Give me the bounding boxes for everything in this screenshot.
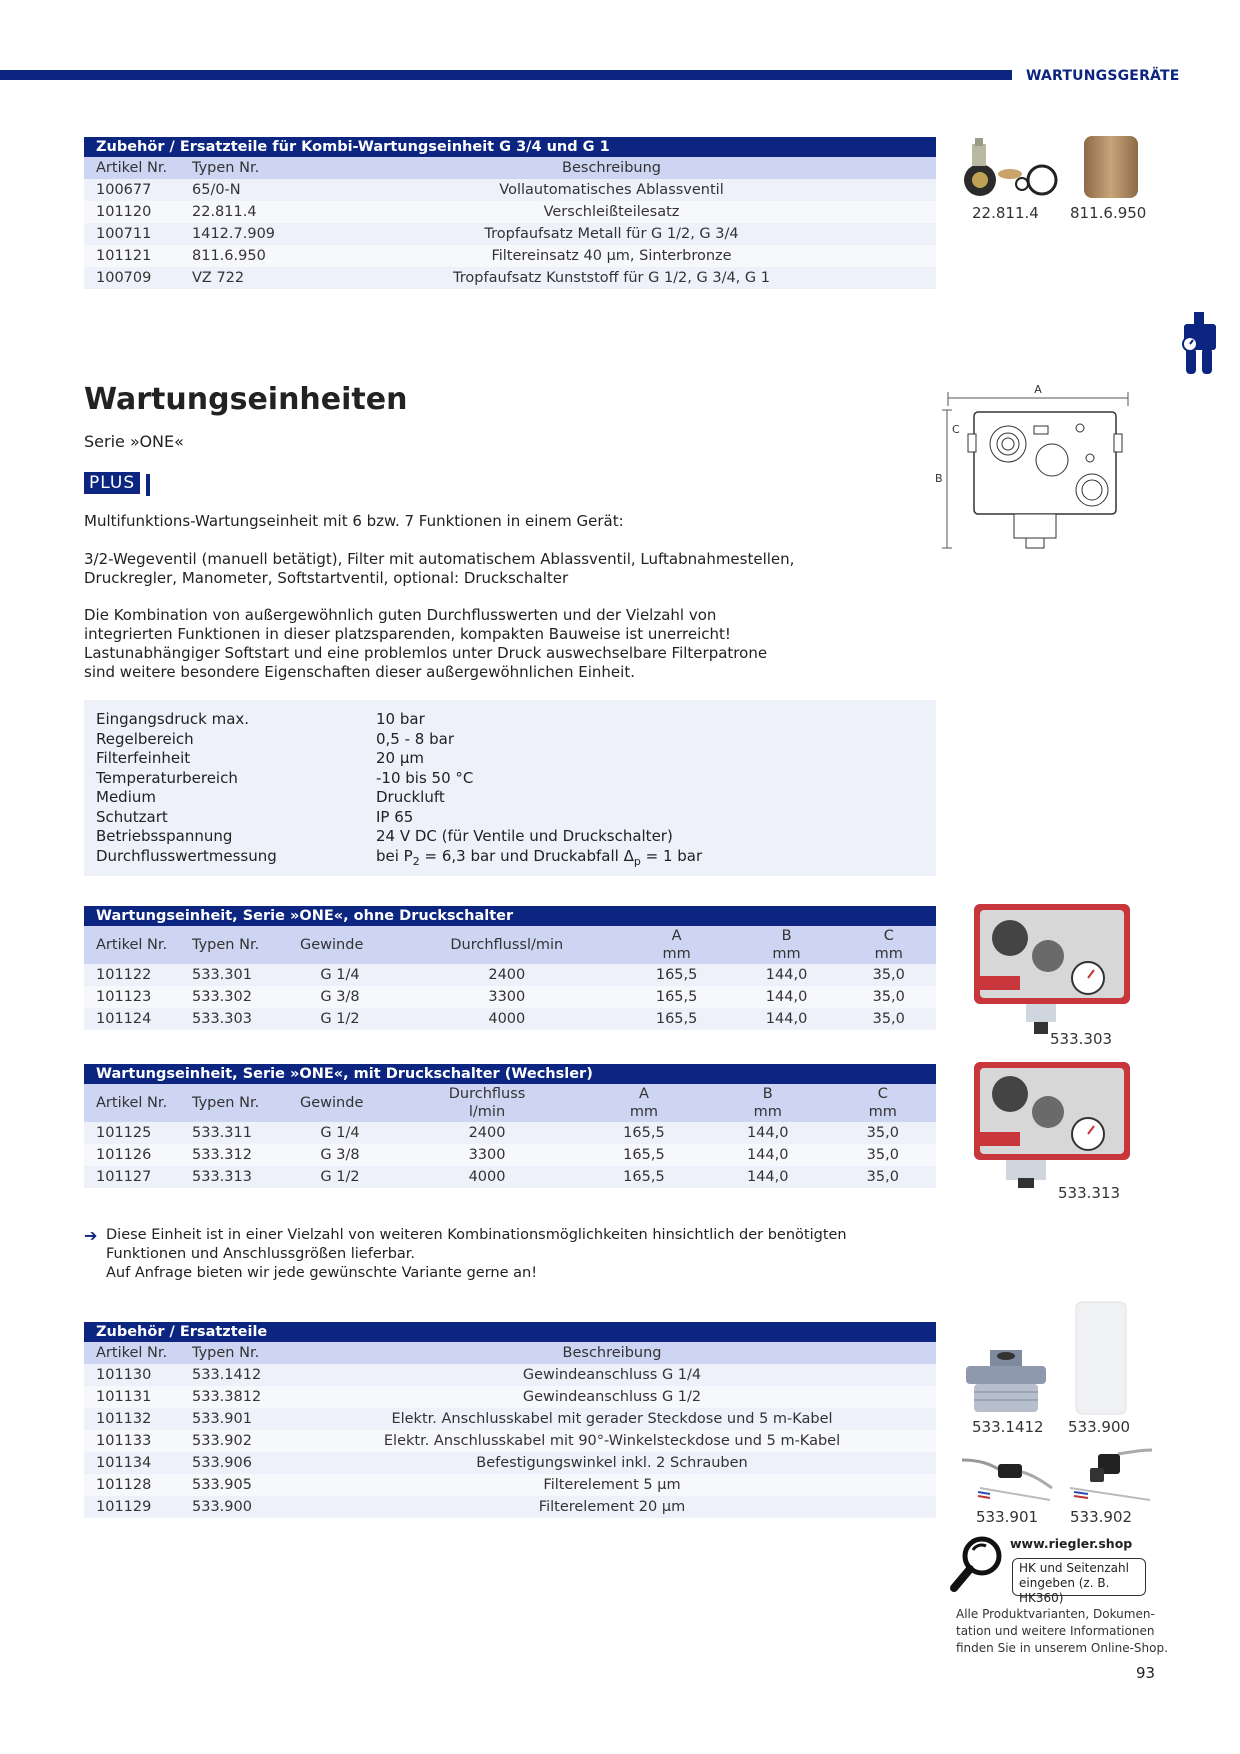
- table-cell: Filterelement 20 µm: [288, 1496, 936, 1518]
- accessories-bottom-title: Zubehör / Ersatzteile: [84, 1322, 936, 1342]
- table-row: [84, 986, 936, 1008]
- plus-badge-bar: [146, 474, 150, 496]
- spec-label: Temperaturbereich: [96, 768, 238, 787]
- table-cell: 144,0: [732, 964, 842, 986]
- page-number: 93: [1136, 1664, 1156, 1682]
- dimension-c-label: C: [952, 423, 960, 436]
- spec-value: 24 V DC (für Ventile und Druckschalter): [376, 827, 673, 845]
- table-cell: 144,0: [706, 1166, 830, 1188]
- table-cell: 3300: [392, 1144, 582, 1166]
- table-cell: 2400: [392, 964, 622, 986]
- image-caption: 533.902: [1070, 1508, 1133, 1526]
- filter-element-image: [1072, 1298, 1130, 1418]
- image-caption: 533.900: [1068, 1418, 1131, 1436]
- spec-flow-part: = 6,3 bar und Druckabfall Δ: [419, 846, 634, 865]
- table-row: [84, 1430, 936, 1452]
- table-cell: 35,0: [842, 964, 936, 986]
- col-durchfluss: [392, 926, 622, 964]
- table-cell: 35,0: [830, 1122, 936, 1144]
- col-b-unit: mm: [772, 946, 801, 962]
- table-cell: G 3/8: [288, 1144, 392, 1166]
- dimension-drawing: [930, 382, 1130, 552]
- shop-description: [956, 1606, 1176, 1657]
- accessories-top-title: Zubehör / Ersatzteile für Kombi-Wartungseinheit G 3/4 und G 1: [84, 137, 936, 157]
- table-cell: G 1/2: [288, 1008, 392, 1030]
- col-c-unit: mm: [874, 946, 903, 962]
- table-ohne-druckschalter: [84, 906, 936, 1030]
- col-c-unit: mm: [868, 1104, 897, 1120]
- table-row: [84, 1408, 936, 1430]
- table-cell: G 1/4: [288, 1122, 392, 1144]
- table-cell: 35,0: [842, 986, 936, 1008]
- col-artikel: Artikel Nr.: [84, 1342, 180, 1364]
- spec-value: Druckluft: [376, 788, 445, 806]
- col-durchfluss-unit: l/min: [526, 937, 564, 953]
- note-line: Funktionen und Anschlussgrößen lieferbar.: [106, 1246, 416, 1262]
- table-cell: 101123: [84, 986, 180, 1008]
- shop-hint-box: [1012, 1558, 1146, 1605]
- table-cell: Befestigungswinkel inkl. 2 Schrauben: [288, 1452, 936, 1474]
- col-a: [622, 926, 732, 964]
- table-row: [84, 1452, 936, 1474]
- table-cell: 2400: [392, 1122, 582, 1144]
- table-row: [84, 1386, 936, 1408]
- col-beschreibung: Beschreibung: [288, 1342, 936, 1364]
- spec-label: Betriebsspannung: [96, 827, 233, 845]
- table-cell: 165,5: [582, 1144, 706, 1166]
- shop-hint-line: HK und Seitenzahl: [1019, 1561, 1129, 1575]
- spec-value: 0,5 - 8 bar: [376, 729, 454, 748]
- table-cell: Vollautomatisches Ablassventil: [287, 179, 936, 201]
- col-a-unit: mm: [629, 1104, 659, 1120]
- spec-value: [376, 847, 702, 868]
- spec-flow-part: 2: [412, 854, 420, 868]
- table-row: [84, 1496, 936, 1518]
- spec-flow-part: = 1 bar: [640, 846, 703, 865]
- note-line: Diese Einheit ist in einer Vielzahl von weiteren Kombinationsmöglichkeiten hinsichtlich der benötigten: [106, 1227, 847, 1243]
- shop-description-line: Alle Produktvarianten, Dokumen-: [956, 1607, 1155, 1621]
- thread-connector-image: [960, 1346, 1052, 1420]
- table-cell: 4000: [392, 1008, 622, 1030]
- accessories-bottom-table: [84, 1322, 936, 1518]
- image-caption: 533.901: [976, 1508, 1039, 1526]
- col-a-unit: mm: [662, 946, 691, 962]
- table-row: [84, 223, 936, 245]
- magnifier-icon: [948, 1534, 1006, 1594]
- product-image-533-313: [970, 1058, 1134, 1190]
- table-cell: 35,0: [830, 1166, 936, 1188]
- table-cell: 1412.7.909: [180, 223, 287, 245]
- col-b-unit: mm: [753, 1104, 782, 1120]
- table-row: [84, 201, 936, 223]
- image-caption: 533.313: [1058, 1184, 1121, 1202]
- shop-url[interactable]: www.riegler.shop: [1010, 1536, 1133, 1551]
- table-cell: G 3/8: [288, 986, 392, 1008]
- spec-value: 20 µm: [376, 749, 425, 767]
- table-cell: 533.3812: [180, 1386, 288, 1408]
- functions-line: 3/2-Wegeventil (manuell betätigt), Filter mit automatischem Ablassventil, Luftabnahmestellen,: [84, 550, 795, 568]
- filter-insert-image: [1080, 132, 1142, 202]
- table-cell: G 1/2: [288, 1166, 392, 1188]
- col-typen: Typen Nr.: [180, 157, 287, 179]
- table-row: [84, 267, 936, 289]
- table-cell: 533.902: [180, 1430, 288, 1452]
- spec-value: IP 65: [376, 807, 414, 826]
- table-cell: Verschleißteilesatz: [287, 201, 936, 223]
- product-image-533-303: [970, 900, 1134, 1036]
- shop-description-line: tation und weitere Informationen: [956, 1624, 1155, 1638]
- description-text: [84, 606, 934, 682]
- col-durchfluss-label: Durchfluss: [450, 937, 527, 953]
- col-b: [706, 1084, 830, 1122]
- col-beschreibung: Beschreibung: [287, 157, 936, 179]
- col-a-label: A: [638, 1086, 649, 1102]
- table-cell: Tropfaufsatz Metall für G 1/2, G 3/4: [287, 223, 936, 245]
- col-gewinde: Gewinde: [288, 926, 392, 964]
- straight-cable-image: [960, 1450, 1054, 1506]
- table-cell: Gewindeanschluss G 1/2: [288, 1386, 936, 1408]
- description-line: sind weitere besondere Eigenschaften dieser außergewöhnlichen Einheit.: [84, 663, 635, 681]
- table-cell: 144,0: [732, 986, 842, 1008]
- table-cell: 65/0-N: [180, 179, 287, 201]
- table-cell: Elektr. Anschlusskabel mit 90°-Winkelsteckdose und 5 m-Kabel: [288, 1430, 936, 1452]
- table-row: [84, 179, 936, 201]
- dimension-a-label: A: [1034, 383, 1042, 396]
- table-cell: 101120: [84, 201, 180, 223]
- spec-flow-part: p: [633, 854, 641, 868]
- table-cell: 533.303: [180, 1008, 288, 1030]
- table-cell: VZ 722: [180, 267, 287, 289]
- table-cell: 35,0: [830, 1144, 936, 1166]
- table-cell: 35,0: [842, 1008, 936, 1030]
- table-cell: 101134: [84, 1452, 180, 1474]
- table-cell: 533.900: [180, 1496, 288, 1518]
- spec-label: Durchflusswertmessung: [96, 846, 277, 865]
- table-row: [84, 1008, 936, 1030]
- table-cell: 101122: [84, 964, 180, 986]
- col-c: [830, 1084, 936, 1122]
- table-cell: 165,5: [622, 986, 732, 1008]
- table-mit-druckschalter: [84, 1064, 936, 1188]
- col-c: [842, 926, 936, 964]
- table-cell: 533.311: [180, 1122, 288, 1144]
- table-cell: 144,0: [732, 1008, 842, 1030]
- col-artikel: Artikel Nr.: [84, 926, 180, 964]
- spec-label: Eingangsdruck max.: [96, 710, 250, 728]
- dimension-b-label: B: [935, 472, 943, 485]
- col-artikel: Artikel Nr.: [84, 157, 180, 179]
- table-row: [84, 1364, 936, 1386]
- table-cell: 811.6.950: [180, 245, 287, 267]
- table-cell: 533.302: [180, 986, 288, 1008]
- table-row: [84, 245, 936, 267]
- table-mit-title: Wartungseinheit, Serie »ONE«, mit Druckschalter (Wechsler): [84, 1064, 936, 1084]
- table-cell: 533.312: [180, 1144, 288, 1166]
- specifications-panel: [84, 700, 936, 876]
- description-line: Die Kombination von außergewöhnlich guten Durchflusswerten und der Vielzahl von: [84, 606, 717, 624]
- table-cell: 144,0: [706, 1144, 830, 1166]
- table-cell: 101129: [84, 1496, 180, 1518]
- table-cell: Filterelement 5 µm: [288, 1474, 936, 1496]
- table-cell: 101127: [84, 1166, 180, 1188]
- table-cell: 100677: [84, 179, 180, 201]
- table-cell: 101132: [84, 1408, 180, 1430]
- table-row: [84, 964, 936, 986]
- table-row: [84, 1122, 936, 1144]
- spec-value: 10 bar: [376, 710, 425, 728]
- table-cell: 101126: [84, 1144, 180, 1166]
- table-row: [84, 1166, 936, 1188]
- series-label: Serie »ONE«: [84, 432, 184, 451]
- table-cell: 101131: [84, 1386, 180, 1408]
- table-cell: 533.1412: [180, 1364, 288, 1386]
- table-cell: 533.301: [180, 964, 288, 986]
- table-cell: Filtereinsatz 40 µm, Sinterbronze: [287, 245, 936, 267]
- table-cell: 101121: [84, 245, 180, 267]
- variant-note: [106, 1226, 866, 1283]
- table-cell: 533.313: [180, 1166, 288, 1188]
- table-cell: 533.906: [180, 1452, 288, 1474]
- spec-label: Filterfeinheit: [96, 749, 191, 767]
- note-line: Auf Anfrage bieten wir jede gewünschte Variante gerne an!: [106, 1265, 538, 1281]
- spec-flow-part: bei P: [376, 846, 413, 865]
- intro-text: Multifunktions-Wartungseinheit mit 6 bzw. 7 Funktionen in einem Gerät:: [84, 512, 624, 530]
- table-cell: 165,5: [582, 1122, 706, 1144]
- col-a-label: A: [671, 928, 682, 944]
- table-cell: G 1/4: [288, 964, 392, 986]
- functions-text: [84, 550, 934, 588]
- image-caption: 533.303: [1050, 1030, 1113, 1048]
- image-caption: 22.811.4: [972, 204, 1039, 222]
- description-line: Lastunabhängiger Softstart und eine problemlos unter Druck auswechselbare Filterpatrone: [84, 644, 768, 662]
- table-cell: 3300: [392, 986, 622, 1008]
- col-typen: Typen Nr.: [180, 1342, 288, 1364]
- page-title: Wartungseinheiten: [84, 382, 408, 417]
- col-durchfluss: [392, 1084, 582, 1122]
- maintenance-unit-tab-icon: [1180, 312, 1220, 382]
- spec-label: Schutzart: [96, 807, 168, 826]
- col-b-label: B: [781, 928, 792, 944]
- col-b-label: B: [762, 1086, 773, 1102]
- table-cell: 165,5: [622, 964, 732, 986]
- table-cell: 165,5: [622, 1008, 732, 1030]
- table-cell: 533.901: [180, 1408, 288, 1430]
- accessories-top-table: [84, 137, 936, 289]
- shop-description-line: finden Sie in unserem Online-Shop.: [956, 1641, 1168, 1655]
- table-cell: Elektr. Anschlusskabel mit gerader Steckdose und 5 m-Kabel: [288, 1408, 936, 1430]
- table-cell: 165,5: [582, 1166, 706, 1188]
- col-c-label: C: [883, 928, 894, 944]
- col-durchfluss-label: Durchfluss: [448, 1086, 526, 1102]
- table-cell: 101124: [84, 1008, 180, 1030]
- col-durchfluss-unit: l/min: [468, 1104, 506, 1120]
- table-row: [84, 1474, 936, 1496]
- col-a: [582, 1084, 706, 1122]
- col-b: [732, 926, 842, 964]
- spec-label: Medium: [96, 788, 156, 806]
- spec-value: -10 bis 50 °C: [376, 768, 474, 787]
- angled-cable-image: [1060, 1448, 1154, 1506]
- header-bar: [0, 70, 1012, 80]
- table-ohne-title: Wartungseinheit, Serie »ONE«, ohne Druckschalter: [84, 906, 936, 926]
- table-cell: 100711: [84, 223, 180, 245]
- image-caption: 533.1412: [972, 1418, 1044, 1436]
- shop-hint-line: eingeben (z. B. HK360): [1019, 1576, 1110, 1605]
- table-cell: 144,0: [706, 1122, 830, 1144]
- col-artikel: Artikel Nr.: [84, 1084, 180, 1122]
- table-cell: 533.905: [180, 1474, 288, 1496]
- description-line: integrierten Funktionen in dieser platzsparenden, kompakten Bauweise ist unerreicht!: [84, 625, 731, 643]
- arrow-right-icon: ➔: [84, 1226, 98, 1245]
- functions-line: Druckregler, Manometer, Softstartventil, optional: Druckschalter: [84, 569, 569, 587]
- table-cell: Tropfaufsatz Kunststoff für G 1/2, G 3/4, G 1: [287, 267, 936, 289]
- col-typen: Typen Nr.: [180, 926, 288, 964]
- col-gewinde: Gewinde: [288, 1084, 392, 1122]
- wear-parts-kit-image: [956, 134, 1076, 198]
- table-cell: 100709: [84, 267, 180, 289]
- table-cell: 101133: [84, 1430, 180, 1452]
- section-label: WARTUNGSGERÄTE: [1026, 68, 1180, 84]
- spec-label: Regelbereich: [96, 729, 194, 748]
- table-cell: Gewindeanschluss G 1/4: [288, 1364, 936, 1386]
- table-cell: 22.811.4: [180, 201, 287, 223]
- table-cell: 101128: [84, 1474, 180, 1496]
- table-cell: 101130: [84, 1364, 180, 1386]
- col-typen: Typen Nr.: [180, 1084, 288, 1122]
- table-cell: 101125: [84, 1122, 180, 1144]
- plus-badge: PLUS: [84, 472, 140, 494]
- table-cell: 4000: [392, 1166, 582, 1188]
- col-c-label: C: [877, 1086, 888, 1102]
- table-row: [84, 1144, 936, 1166]
- image-caption: 811.6.950: [1070, 204, 1147, 222]
